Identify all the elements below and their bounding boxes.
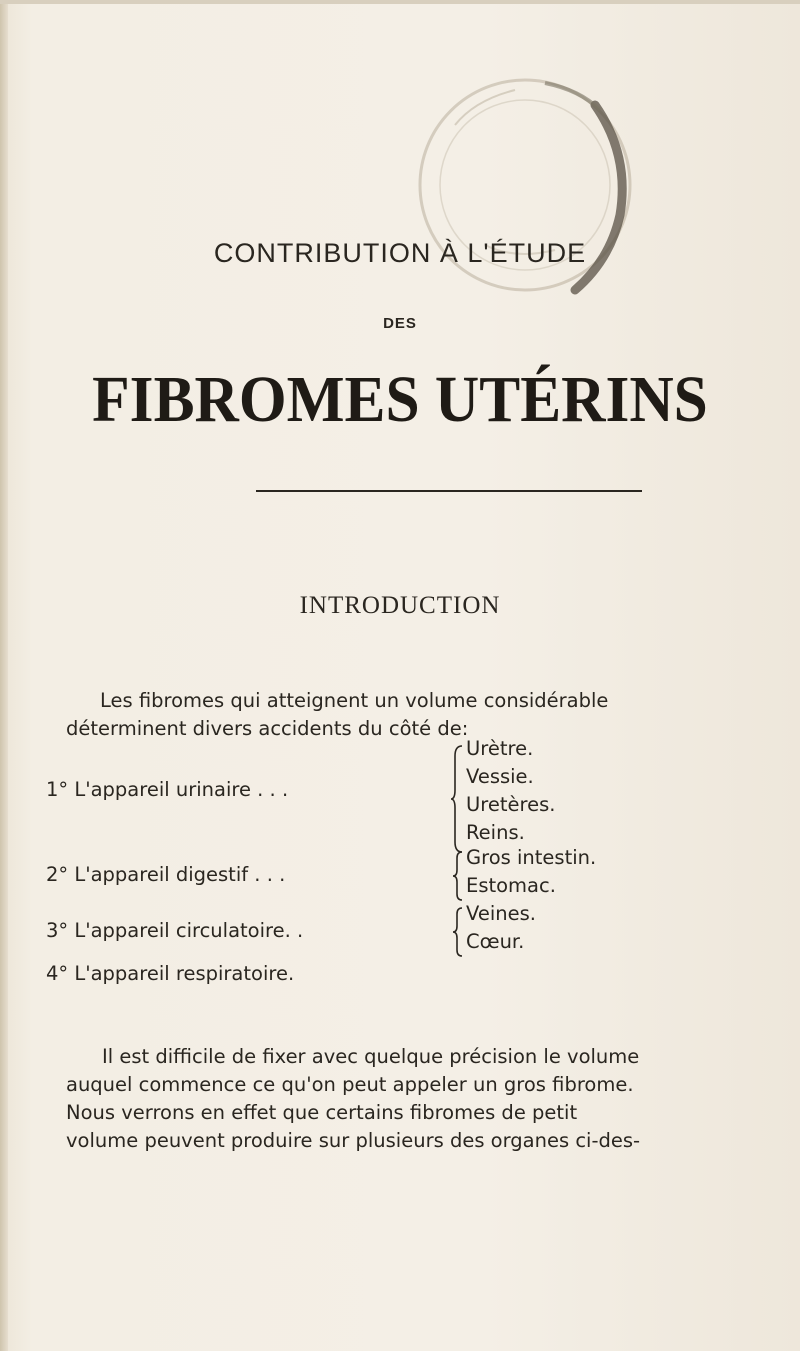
list-label: 1° L'appareil urinaire . . .	[46, 778, 289, 801]
page-top-edge	[0, 0, 800, 4]
brace-icon	[450, 744, 464, 854]
brace-icon	[452, 906, 464, 958]
list-item: Cœur.	[466, 930, 525, 953]
list-item: Estomac.	[466, 874, 556, 897]
library-stamp-icon	[395, 65, 635, 315]
brace-icon	[452, 850, 464, 902]
title-divider	[256, 490, 642, 492]
section-heading: INTRODUCTION	[299, 592, 501, 619]
body-paragraph	[66, 1043, 756, 1155]
intro-line: Les fibromes qui atteignent un volume considérable	[100, 689, 609, 712]
body-line: auquel commence ce qu'on peut appeler un gros fibrome.	[66, 1073, 634, 1096]
body-line: volume peuvent produire sur plusieurs des organes ci-des-	[66, 1129, 641, 1152]
title-connector: DES	[383, 315, 417, 332]
list-item: Vessie.	[466, 765, 534, 788]
main-title: FIBROMES UTÉRINS	[92, 363, 708, 436]
list-label: 3° L'appareil circulatoire. .	[46, 919, 304, 942]
list-item: Gros intestin.	[466, 846, 597, 869]
intro-line: déterminent divers accidents du côté de:	[66, 717, 469, 740]
list-item: Reins.	[466, 821, 525, 844]
list-item: Urètre.	[466, 737, 534, 760]
page-binding-edge	[0, 0, 8, 1351]
body-line: Il est difficile de fixer avec quelque précision le volume	[102, 1045, 640, 1068]
list-label: 4° L'appareil respiratoire.	[46, 962, 295, 985]
list-item: Uretères.	[466, 793, 556, 816]
title-prefix: CONTRIBUTION À L'ÉTUDE	[213, 238, 587, 268]
list-item: Veines.	[466, 902, 536, 925]
intro-paragraph	[66, 687, 756, 743]
list-label: 2° L'appareil digestif . . .	[46, 863, 286, 886]
body-line: Nous verrons en effet que certains fibromes de petit	[66, 1101, 578, 1124]
